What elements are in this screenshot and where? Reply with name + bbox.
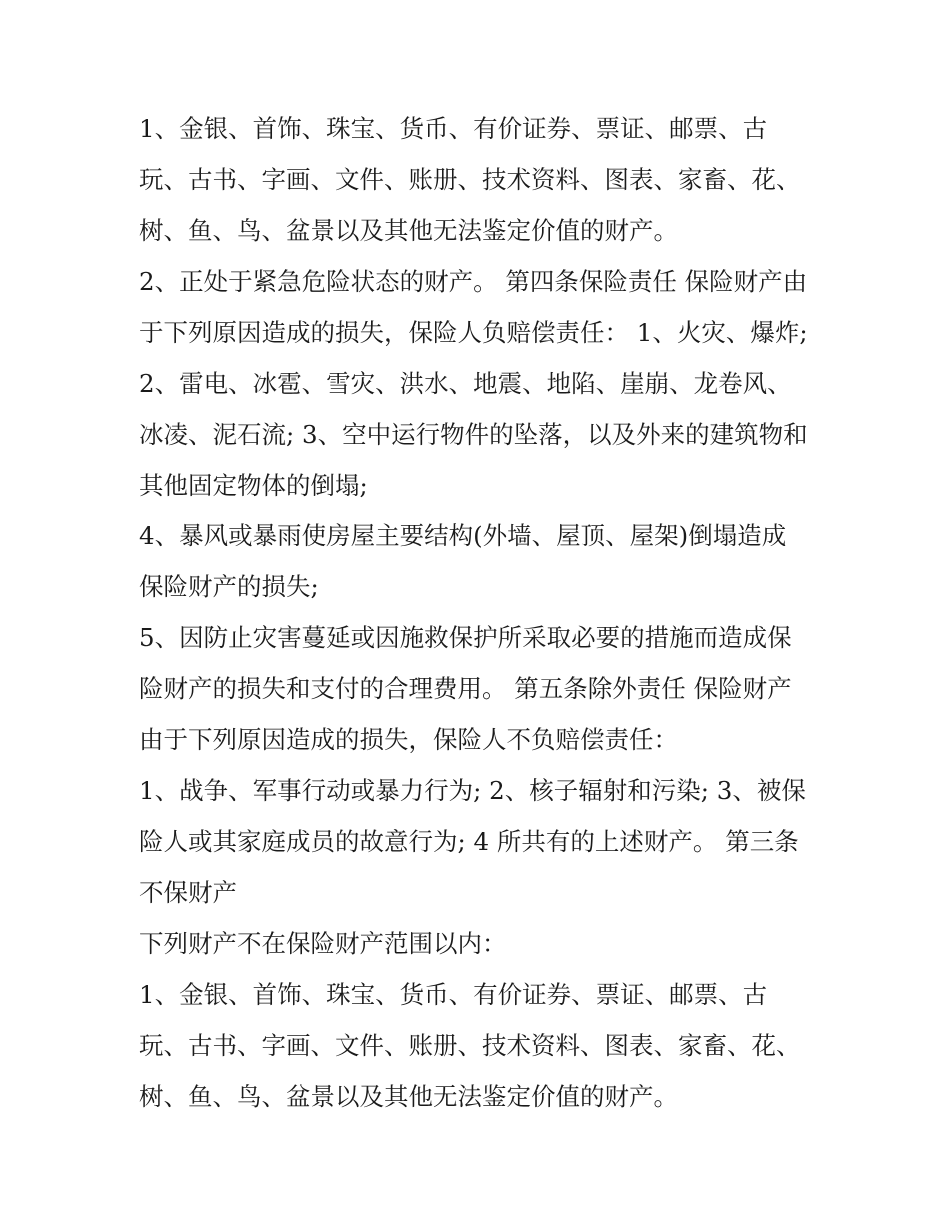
text-line: 5、因防止灾害蔓延或因施救保护所采取必要的措施而造成保	[139, 623, 792, 652]
text-line: 玩、古书、字画、文件、账册、技术资料、图表、家畜、花、	[139, 165, 801, 194]
text-line: 树、鱼、鸟、盆景以及其他无法鉴定价值的财产。	[139, 216, 678, 245]
text-line: 由于下列原因造成的损失，保险人不负赔偿责任：	[139, 725, 678, 754]
text-line: 4、暴风或暴雨使房屋主要结构(外墙、屋顶、屋架)倒塌造成	[139, 521, 787, 550]
text-line: 不保财产	[139, 878, 237, 907]
text-line: 于下列原因造成的损失，保险人负赔偿责任： 1、火灾、爆炸;	[139, 318, 808, 347]
text-line: 2、正处于紧急危险状态的财产。 第四条保险责任 保险财产由	[139, 267, 808, 296]
text-line: 下列财产不在保险财产范围以内：	[139, 929, 507, 958]
text-line: 险人或其家庭成员的故意行为; 4 所共有的上述财产。 第三条	[139, 827, 799, 856]
text-line: 保险财产的损失;	[139, 572, 319, 601]
text-line: 玩、古书、字画、文件、账册、技术资料、图表、家畜、花、	[139, 1031, 801, 1060]
text-line: 1、金银、首饰、珠宝、货币、有价证券、票证、邮票、古	[139, 980, 768, 1009]
text-line: 2、雷电、冰雹、雪灾、洪水、地震、地陷、崖崩、龙卷风、	[139, 369, 792, 398]
text-line: 其他固定物体的倒塌;	[139, 471, 368, 500]
text-line: 1、金银、首饰、珠宝、货币、有价证券、票证、邮票、古	[139, 114, 768, 143]
text-line: 1、战争、军事行动或暴力行为; 2、核子辐射和污染; 3、被保	[139, 776, 806, 805]
text-line: 冰凌、泥石流; 3、空中运行物件的坠落，以及外来的建筑物和	[139, 420, 808, 449]
text-line: 险财产的损失和支付的合理费用。 第五条除外责任 保险财产	[139, 674, 792, 703]
text-line: 树、鱼、鸟、盆景以及其他无法鉴定价值的财产。	[139, 1082, 678, 1111]
